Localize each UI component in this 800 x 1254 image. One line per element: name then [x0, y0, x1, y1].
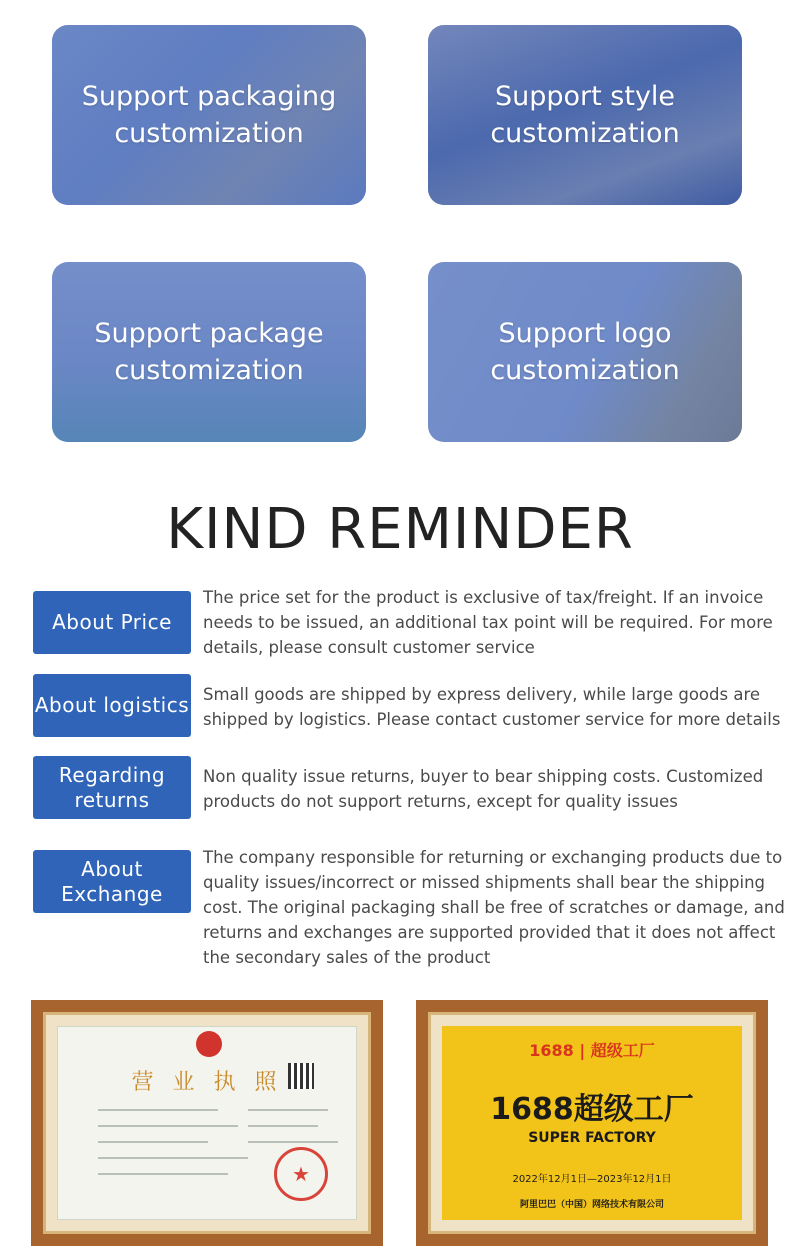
award-footer: 阿里巴巴（中国）网络技术有限公司 [519, 1200, 664, 1210]
official-seal-icon: ★ [274, 1147, 328, 1201]
super-factory-frame [416, 1000, 768, 1246]
exchange-tag: About Exchange [33, 850, 191, 913]
national-emblem-icon [196, 1031, 222, 1057]
logistics-tag: About logistics [33, 674, 191, 737]
price-text: The price set for the product is exclusive of tax/freight. If an invoice needs to be issued, an additional tax point will be required. For more details, please consult customer service [203, 588, 773, 657]
package-customization-card [52, 262, 366, 442]
card-label: Support style customization [490, 81, 680, 149]
kind-reminder-heading: KIND REMINDER [166, 497, 634, 562]
logistics-text: Small goods are shipped by express delivery, while large goods are shipped by logistics. Please contact customer service for more details [203, 685, 781, 729]
license-title: 营 业 执 照 [131, 1070, 283, 1095]
price-tag: About Price [33, 591, 191, 654]
packaging-customization-card [52, 25, 366, 205]
super-factory-certificate [442, 1026, 742, 1220]
award-brand: 1688 | 超级工厂 [529, 1041, 655, 1060]
card-label: Support logo customization [490, 318, 680, 386]
returns-text: Non quality issue returns, buyer to bear shipping costs. Customized products do not support returns, except for quality issues [203, 767, 764, 811]
business-license-frame [31, 1000, 383, 1246]
business-license [57, 1026, 357, 1220]
logo-customization-card [428, 262, 742, 442]
exchange-text: The company responsible for returning or exchanging products due to quality issues/incorrect or missed shipments shall bear the shipping cost. The original packaging shall be free of scratches or damage, and returns and exchanges are supported provided that it does not affect the secondary sales of the product [203, 848, 785, 967]
returns-tag: Regarding returns [33, 756, 191, 819]
qr-code-icon [288, 1063, 314, 1089]
style-customization-card [428, 25, 742, 205]
award-date: 2022年12月1日—2023年12月1日 [512, 1174, 672, 1185]
award-subtitle: SUPER FACTORY [528, 1130, 656, 1146]
card-label: Support package customization [94, 318, 324, 386]
award-title: 1688超级工厂 [490, 1092, 694, 1127]
card-label: Support packaging customization [81, 81, 337, 149]
